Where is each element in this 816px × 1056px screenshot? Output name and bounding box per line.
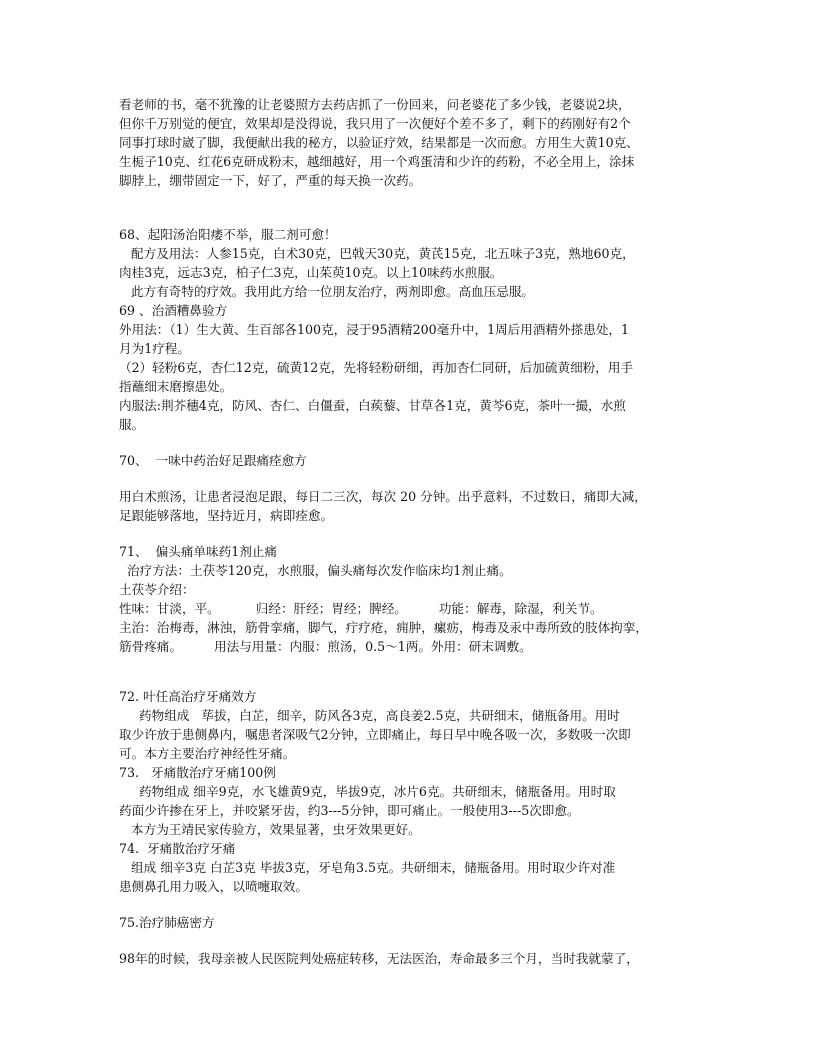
- text-line: 外用法：（1）生大黄、生百部各100克，浸于95酒精200毫升中，1周后用酒精外搽患处，1: [119, 322, 630, 337]
- text-line: 治疗方法：土茯苓120克，水煎服，偏头痛每次发作临床均1剂止痛。: [119, 563, 512, 578]
- text-line: 药面少许掺在牙上，并咬紧牙齿，约3---5分钟，即可痛止。一般使用3---5次即愈。: [119, 803, 580, 818]
- text-line: 患侧鼻孔用力吸入，以喷嚏取效。: [119, 879, 308, 894]
- section-heading-73: 73. 牙痛散治疗牙痛100例: [119, 765, 276, 780]
- text-line: 98年的时候，我母亲被人民医院判处癌症转移，无法医治，寿命最多三个月，当时我就蒙了，: [119, 951, 639, 966]
- section-heading-74: 74. 牙痛散治疗牙痛: [119, 841, 236, 856]
- text-line: 看老师的书，毫不犹豫的让老婆照方去药店抓了一份回来，问老婆花了多少钱，老婆说2块，: [119, 97, 631, 112]
- section-heading-68: 68、起阳汤治阳痿不举，服二剂可愈！: [119, 227, 337, 242]
- text-line: 服。: [119, 417, 145, 432]
- section-heading-69: 69 、治酒糟鼻验方: [119, 303, 228, 318]
- text-line: 足跟能够落地，坚持近月，病即痊愈。: [119, 508, 334, 523]
- text-line: 药物组成 荜拔，白芷，细辛，防风各3克，高良姜2.5克，共研细末，储瓶备用。用时: [119, 708, 620, 723]
- text-line: 指蘸细末磨擦患处。: [119, 379, 233, 394]
- text-line: 肉桂3克，远志3克，柏子仁3克，山茱萸10克。以上10味药水煎服。: [119, 265, 503, 280]
- text-line: 但你千万别觉的便宜，效果却是没得说，我只用了一次便好个差不多了，剩下的药刚好有2个: [119, 116, 631, 131]
- text-line: 用白术煎汤，让患者浸泡足跟，每日二三次，每次 20 分钟。出乎意料，不过数日，痛即大减，: [119, 489, 647, 504]
- section-heading-75: 75.治疗肺癌密方: [119, 915, 215, 930]
- section-heading-72: 72. 叶任高治疗牙痛效方: [119, 689, 257, 704]
- text-line: 取少许放于患侧鼻内，嘱患者深吸气2分钟，立即痛止，每日早中晚各吸一次，多数吸一次即: [119, 727, 631, 742]
- section-heading-70: 70、 一味中药治好足跟痛痊愈方: [119, 453, 307, 468]
- text-line: 本方为王靖民家传验方，效果显著，虫牙效果更好。: [119, 822, 421, 837]
- section-heading-71: 71、 偏头痛单味药1剂止痛: [119, 544, 277, 559]
- text-line: 月为1疗程。: [119, 341, 190, 356]
- text-line: 药物组成 细辛9克，水飞雄黄9克，毕拔9克，冰片6克。共研细末，储瓶备用。用时取: [119, 784, 616, 799]
- text-line: 脚脖上，绷带固定一下，好了，严重的每天换一次药。: [119, 173, 422, 188]
- text-line: 此方有奇特的疗效。我用此方给一位朋友治疗，两剂即愈。高血压忌服。: [119, 284, 535, 299]
- text-line: 组成 细辛3克 白芷3克 毕拔3克，牙皂角3.5克。共研细末，储瓶备用。用时取少许对准: [119, 860, 616, 875]
- text-line: 可。本方主要治疗神经性牙痛。: [119, 746, 296, 761]
- text-line: 同事打球时崴了脚，我便献出我的秘方，以验证疗效，结果都是一次而愈。方用生大黄10克、: [119, 135, 639, 150]
- text-line: 土茯苓介绍：: [119, 582, 195, 597]
- text-line: 配方及用法：人参15克，白术30克，巴戟天30克，黄芪15克，北五味子3克，熟地60克，: [119, 246, 635, 261]
- text-line: 筋骨疼痛。 用法与用量：内服：煎汤，0.5～1两。外用：研末调敷。: [119, 639, 532, 654]
- text-line: 生栀子10克、红花6克研成粉末，越细越好，用一个鸡蛋清和少许的药粉，不必全用上，涂抹: [119, 154, 635, 169]
- text-line: 主治：治梅毒，淋浊，筋骨挛痛，脚气，疔疗疮，痈肿，瘰疬，梅毒及汞中毒所致的肢体拘挛，: [119, 620, 648, 635]
- text-line: （2）轻粉6克，杏仁12克，硫黄12克，先将轻粉研细，再加杏仁同研，后加硫黄细粉，用手: [119, 360, 634, 375]
- text-line: 性味：甘淡，平。 归经：肝经；胃经；脾经。 功能：解毒，除湿，利关节。: [119, 601, 603, 616]
- text-line: 内服法:荆芥穗4克，防风、杏仁、白僵蚕，白蒺藜、甘草各1克，黄芩6克，茶叶一撮，水煎: [119, 398, 626, 413]
